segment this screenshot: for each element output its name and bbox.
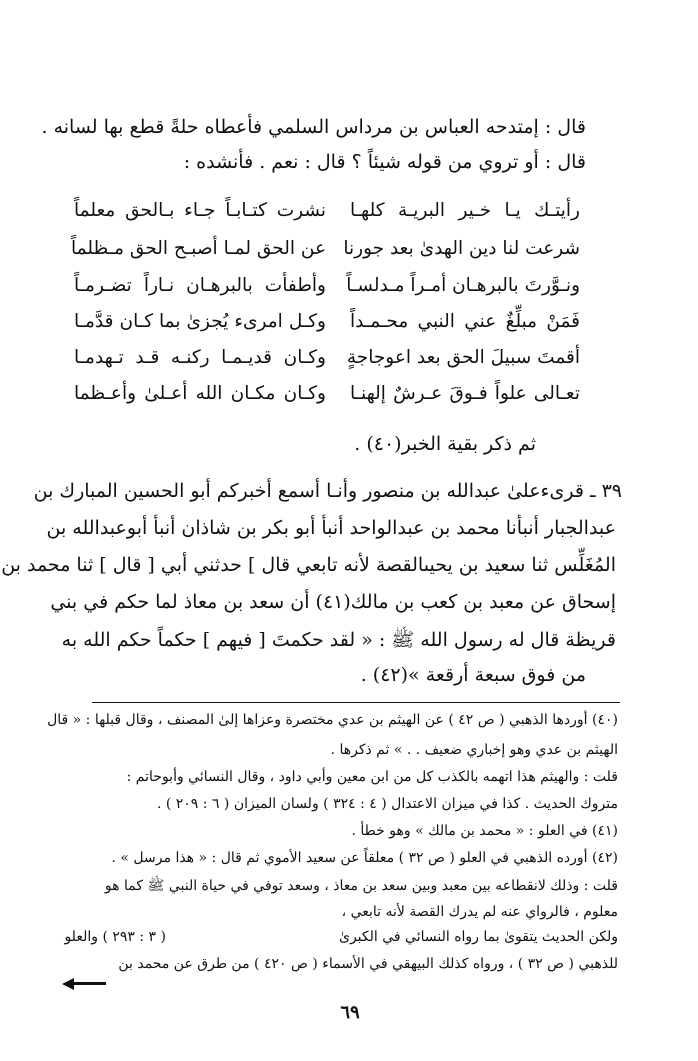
verse-3-second-half: وأطفأت بالبرهـان نـاراً تضـرمـاً — [74, 275, 326, 296]
footnote-line: ( ٣ : ٢٩٣ ) والعلو — [64, 929, 166, 945]
footnote-line: (٤٠) أوردها الذهبي ( ص ٤٢ ) عن الهيثم بن عدي مختصرة وعزاها إلىٰ المصنف ، وقال قبلها : « قال — [47, 712, 618, 728]
verse-5-second-half: وكـان قديـمـا ركنـه قـد تـهدمـا — [74, 347, 326, 368]
hadith-line-6: من فوق سبعة أرقعة »(٤٢) . — [360, 664, 586, 686]
footnote-line: (٤٢) أورده الذهبي في العلو ( ص ٣٢ ) معلقاً عن سعيد الأموي ثم قال : « هذا مرسل » . — [111, 850, 618, 866]
hadith-line-2: عبدالجبار أنبأنا محمد بن عبدالواحد أنبأ أبو بكر بن شاذان أنبأ أبوعبدالله بن — [46, 517, 616, 539]
footnote-line: معلوم ، فالرواي عنه لم يدرك القصة لأنه تابعي ، — [341, 904, 618, 920]
verse-1-first-half: رأيتـك يـا خـير البريـة كلهـا — [350, 200, 580, 221]
intro-line-2: قال : أو تروي من قوله شيئاً ؟ قال : نعم . فأنشده : — [183, 151, 586, 173]
footnote-line: الهيثم بن عدي وهو إخباري ضعيف . . » ثم ذكرها . — [330, 742, 618, 758]
hadith-line-4: إسحاق عن معبد بن كعب بن مالك(٤١) أن سعد بن معاذ لما حكم في بني — [50, 591, 616, 613]
after-verses-line: ثم ذكر بقية الخبر(٤٠) . — [354, 433, 536, 455]
footnote-line: ولكن الحديث يتقوىٰ بما رواه النسائي في الكبرىٰ — [338, 929, 618, 945]
hadith-line-5: قريظة قال له رسول الله ﷺ : « لقد حكمتَ [ فيهم ] حكماً حكم الله به — [61, 629, 616, 651]
footnote-line: قلت : وذلك لانقطاعه بين معبد وبين سعد بن معاذ ، وسعد توفي في حياة النبي ﷺ كما هو — [104, 878, 618, 894]
verse-3-first-half: ونـوَّرتَ بالبرهـان أمـراً مـدلسـاً — [346, 275, 580, 296]
hadith-line-3: المُغَلِّس ثنا سعيد بن يحيىالقصة لأنه تابعي قال ] حدثني أبي [ قال ] ثنا محمد بن — [1, 554, 616, 576]
footnote-separator — [92, 702, 620, 703]
verse-2-second-half: عن الحق لمـا أصبـح الحق مـظلماً — [71, 238, 326, 259]
verse-5-first-half: أقمتَ سبيلَ الحق بعد اعوجاجةٍ — [346, 347, 580, 368]
verse-4-second-half: وكـل امرىء يُجزىٰ بما كـان قدَّمـا — [74, 311, 326, 332]
footnote-line: (٤١) في العلو : « محمد بن مالك » وهو خطأ . — [351, 823, 618, 839]
verse-2-first-half: شرعت لنا دين الهدىٰ بعد جورنا — [343, 238, 580, 259]
page-number: ٦٩ — [340, 1002, 360, 1023]
continue-arrow-icon — [62, 978, 106, 990]
verse-6-second-half: وكـان مكـان الله أعـلىٰ وأعـظما — [74, 383, 326, 404]
footnote-line: متروك الحديث . كذا في ميزان الاعتدال ( ٤ : ٣٢٤ ) ولسان الميزان ( ٦ : ٢٠٩ ) . — [156, 796, 618, 812]
verse-6-first-half: تعـالى علواً فـوقَ عـرشٌ إلهنـا — [350, 383, 580, 404]
hadith-line-1: ٣٩ ـ قرىءعلىٰ عبدالله بن منصور وأنـا أسمع أخبركم أبو الحسين المبارك بن — [33, 480, 622, 502]
footnote-line: قلت : والهيثم هذا اتهمه بالكذب كل من ابن معين وأبي داود ، وقال النسائي وأبوحاتم : — [126, 769, 618, 785]
footnote-line: للذهبي ( ص ٣٢ ) ، ورواه كذلك البيهقي في الأسماء ( ص ٤٢٠ ) من طرق عن محمد بن — [118, 956, 618, 972]
intro-line-1: قال : إمتدحه العباس بن مرداس السلمي فأعطاه حلةً قطع بها لسانه . — [41, 116, 586, 138]
verse-4-first-half: فَمَنْ مبلِّغٌ عني النبي محـمـداً — [350, 311, 580, 332]
verse-1-second-half: نشرت كتـابـاً جـاء بـالحق معلماً — [74, 200, 326, 221]
